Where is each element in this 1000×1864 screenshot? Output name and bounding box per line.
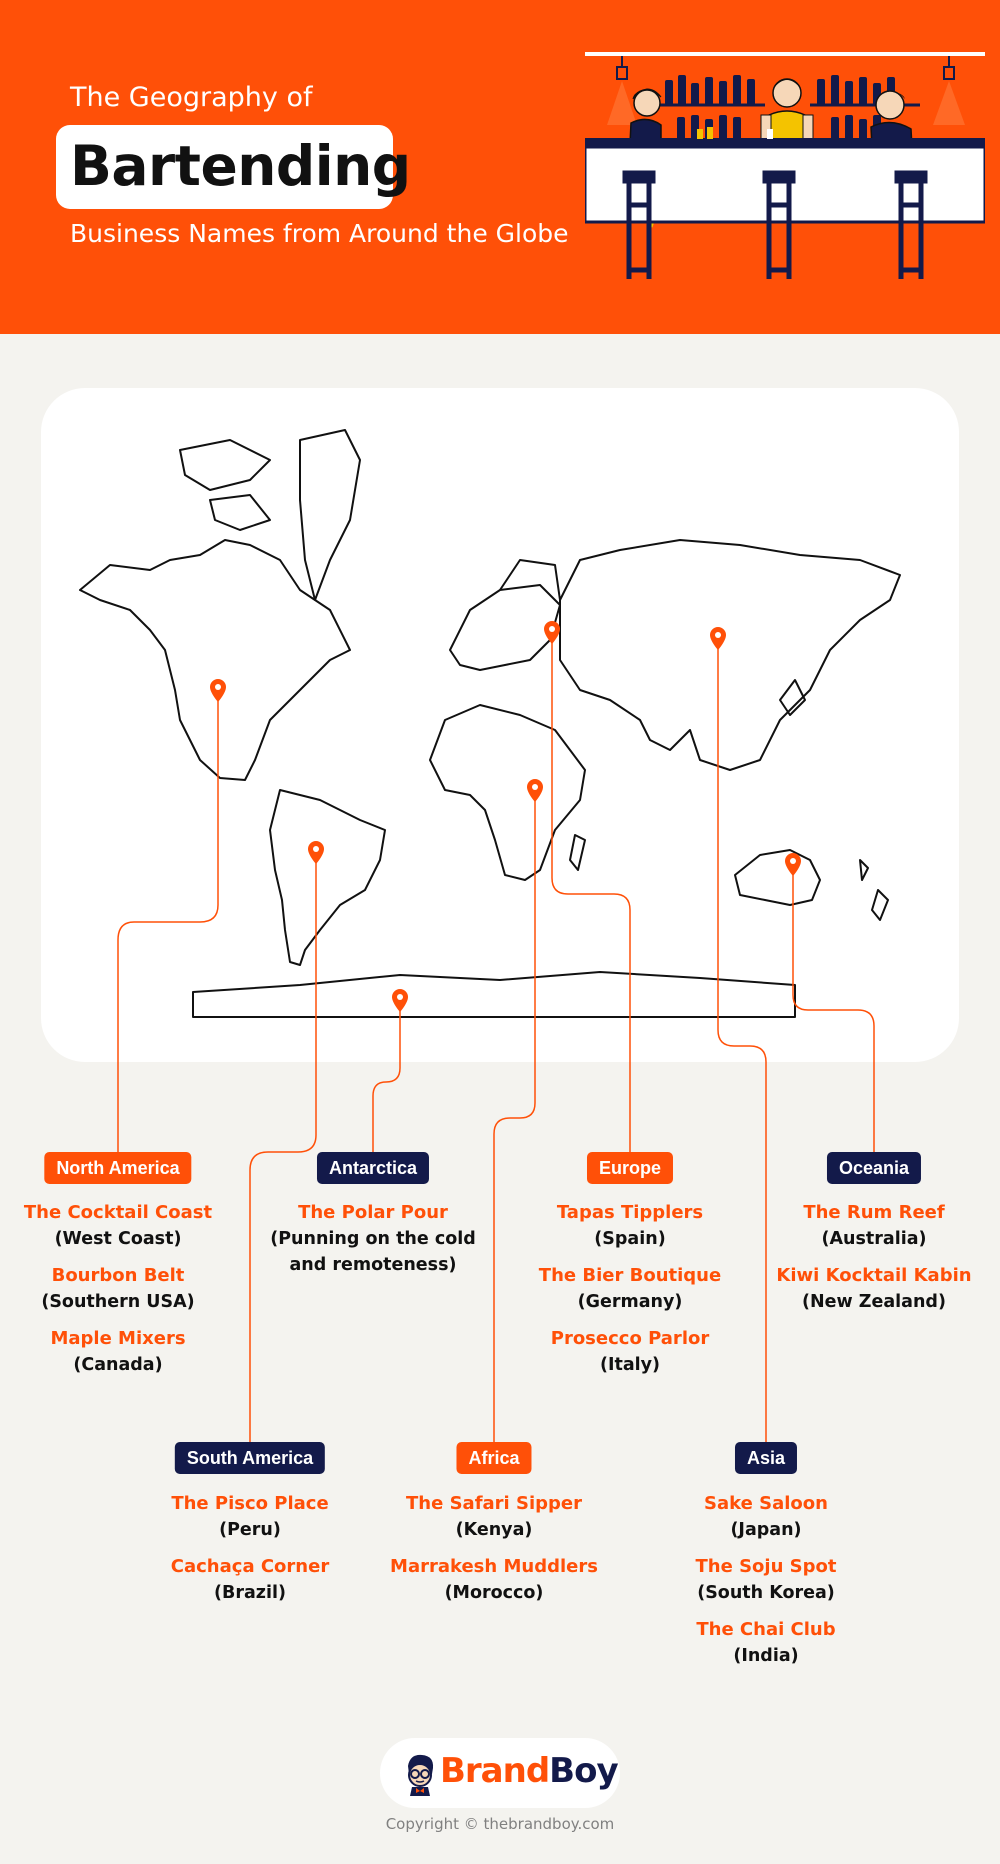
list-item	[130, 1491, 370, 1543]
business-name: The Rum Reef	[803, 1202, 945, 1223]
business-name: Marrakesh Muddlers	[390, 1556, 598, 1577]
business-name: The Safari Sipper	[406, 1493, 582, 1514]
brand-part1: Brand	[440, 1751, 550, 1791]
badge-europe: Europe	[587, 1152, 673, 1184]
business-name: Cachaça Corner	[170, 1556, 330, 1577]
business-name: The Pisco Place	[171, 1493, 329, 1514]
region-africa-entries	[374, 1491, 614, 1617]
list-item	[374, 1491, 614, 1543]
business-place: (Germany)	[577, 1292, 683, 1312]
header-banner	[0, 0, 1000, 334]
region-south-america-entries	[130, 1491, 370, 1617]
brand-part2: Boy	[549, 1751, 618, 1791]
region-oceania-entries	[754, 1200, 994, 1326]
business-place: (Southern USA)	[41, 1292, 195, 1312]
business-name: Bourbon Belt	[51, 1265, 185, 1286]
business-place: (West Coast)	[54, 1229, 182, 1249]
header-line1: The Geography of	[70, 82, 313, 113]
business-place: (Japan)	[730, 1520, 802, 1540]
list-item	[510, 1200, 750, 1252]
business-place: (Australia)	[821, 1229, 927, 1249]
bar-scene-illustration	[585, 45, 985, 290]
list-item	[754, 1200, 994, 1252]
world-map-card	[41, 388, 959, 1062]
list-item	[646, 1554, 886, 1606]
list-item	[0, 1200, 238, 1252]
list-item	[130, 1554, 370, 1606]
page-title: Bartending	[70, 134, 411, 198]
badge-africa: Africa	[456, 1442, 531, 1474]
business-place: (Spain)	[594, 1229, 666, 1249]
region-asia-entries	[646, 1491, 886, 1680]
business-name: Sake Saloon	[704, 1493, 828, 1514]
list-item	[646, 1491, 886, 1543]
list-item	[510, 1263, 750, 1315]
region-europe-entries	[510, 1200, 750, 1389]
list-item	[510, 1326, 750, 1378]
business-name: The Soju Spot	[695, 1556, 837, 1577]
business-place: (India)	[733, 1646, 799, 1666]
list-item	[263, 1200, 483, 1278]
business-place: (Brazil)	[214, 1583, 286, 1603]
brand-logo	[440, 1751, 618, 1791]
copyright-text: Copyright © thebrandboy.com	[385, 1815, 615, 1833]
region-antarctica-entries	[263, 1200, 483, 1289]
list-item	[0, 1326, 238, 1378]
business-name: Kiwi Kocktail Kabin	[776, 1265, 972, 1286]
business-name: Maple Mixers	[50, 1328, 186, 1349]
business-place: (Canada)	[73, 1355, 163, 1375]
region-north-america-entries	[0, 1200, 238, 1389]
list-item	[374, 1554, 614, 1606]
business-place: (Italy)	[599, 1355, 661, 1375]
business-name: Tapas Tipplers	[556, 1202, 704, 1223]
brandboy-mascot-icon	[402, 1752, 438, 1796]
badge-oceania: Oceania	[827, 1152, 921, 1184]
business-place: (New Zealand)	[802, 1292, 946, 1312]
business-place: (South Korea)	[697, 1583, 835, 1603]
list-item	[0, 1263, 238, 1315]
business-name: The Chai Club	[696, 1619, 836, 1640]
business-place: (Punning on the cold and remoteness)	[270, 1229, 476, 1275]
business-place: (Kenya)	[455, 1520, 533, 1540]
business-place: (Peru)	[219, 1520, 281, 1540]
badge-antarctica: Antarctica	[317, 1152, 429, 1184]
list-item	[754, 1263, 994, 1315]
badge-asia: Asia	[735, 1442, 797, 1474]
business-name: The Polar Pour	[298, 1202, 448, 1223]
badge-south-america: South America	[175, 1442, 325, 1474]
business-place: (Morocco)	[444, 1583, 544, 1603]
header-subtitle: Business Names from Around the Globe	[70, 219, 569, 248]
business-name: The Cocktail Coast	[23, 1202, 213, 1223]
badge-north-america: North America	[44, 1152, 191, 1184]
list-item	[646, 1617, 886, 1669]
business-name: The Bier Boutique	[538, 1265, 722, 1286]
business-name: Prosecco Parlor	[550, 1328, 710, 1349]
